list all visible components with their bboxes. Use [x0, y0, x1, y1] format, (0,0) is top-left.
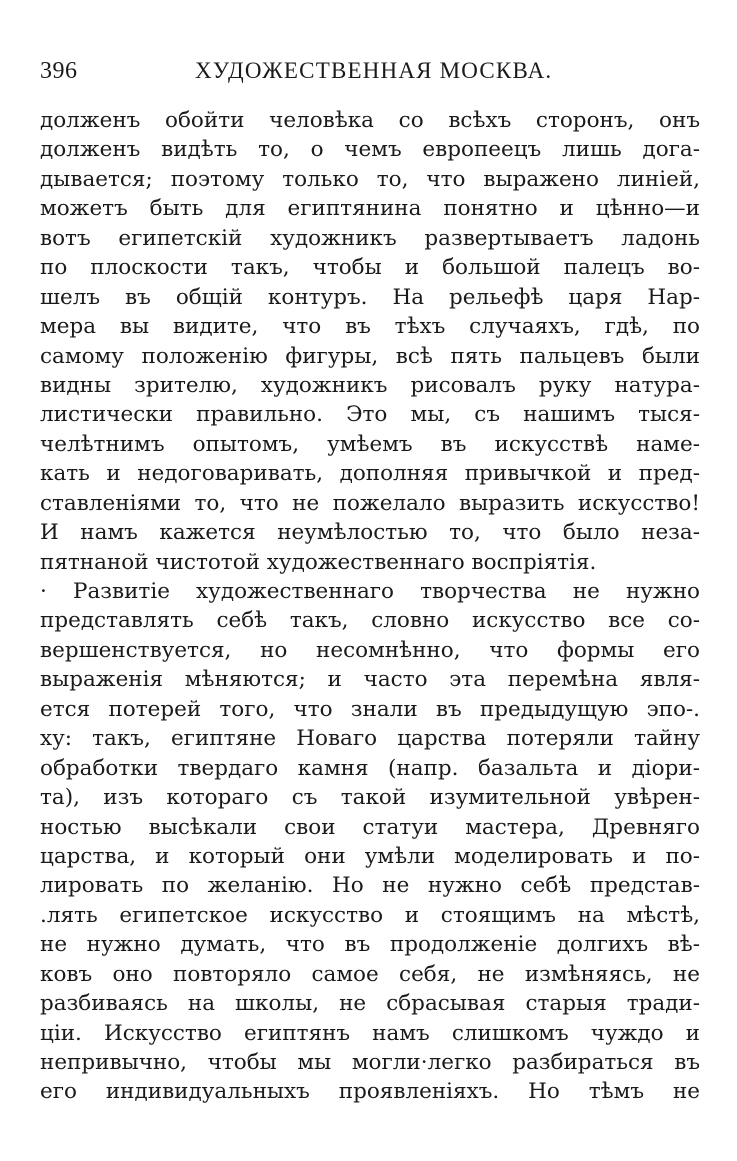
text-line: мера вы видите, что въ тѣхъ случаяхъ, гдѣ, по	[40, 314, 700, 340]
text-line: · Развитіе художественнаго творчества не нужно	[40, 579, 700, 604]
text-line: обработки твердаго камня (напр. базальта и діори-	[40, 755, 700, 781]
text-line: ковъ оно повторяло самое себя, не измѣняясь, не	[40, 961, 700, 987]
text-line: самому положенію фигуры, всѣ пять пальцевъ были	[40, 343, 700, 369]
text-line: лировать по желанію. Но не нужно себѣ представ-	[40, 873, 700, 899]
text-line: царства, и который они умѣли моделировать и по-	[40, 843, 700, 869]
text-line: та), изъ котораго съ такой изумительной увѣрен-	[40, 785, 700, 811]
text-line: пятнаной чистотой художественнаго воспріятія.	[40, 549, 597, 575]
text-line: ется потерей того, что знали въ предыдущую эпо-.	[40, 696, 700, 722]
text-line: ціи. Искусство египтянъ намъ слишкомъ чуждо и	[40, 1020, 700, 1046]
text-line: видны зрителю, художникъ рисовалъ руку натура-	[40, 372, 700, 398]
text-line: шелъ въ общій контуръ. На рельефѣ царя Нар-	[40, 284, 700, 310]
text-line: ху: такъ, египтяне Новаго царства потеряли тайну	[40, 726, 700, 752]
text-line: ставленіями то, что не пожелало выразить искусство!	[40, 490, 700, 516]
text-line: по плоскости такъ, чтобы и большой палецъ во-	[40, 255, 700, 281]
text-line: вотъ египетскій художникъ развертываетъ ладонь	[40, 225, 700, 251]
text-line: его индивидуальныхъ проявленіяхъ. Но тѣмъ не	[40, 1079, 700, 1105]
text-line: выраженія мѣняются; и часто эта перемѣна явля-	[40, 667, 700, 693]
text-line: ностью высѣкали свои статуи мастера, Древняго	[40, 814, 700, 840]
text-line: кать и недоговаривать, дополняя привычкой и пред-	[40, 461, 700, 487]
text-line: челѣтнимъ опытомъ, умѣемъ въ искусствѣ наме-	[40, 431, 700, 457]
text-line: представлять себѣ такъ, словно искусство все со-	[40, 608, 700, 634]
page-header	[40, 58, 695, 88]
text-line: долженъ видѣть то, о чемъ европеецъ лишь дога-	[40, 137, 700, 163]
text-line: разбиваясь на школы, не сбрасывая старыя тради-	[40, 991, 700, 1017]
body-text	[40, 106, 700, 1107]
running-head: ХУДОЖЕСТВЕННАЯ МОСКВА.	[195, 58, 553, 83]
text-line: можетъ быть для египтянина понятно и цѣнно—и	[40, 196, 700, 222]
text-line: И намъ кажется неумѣлостью то, что было неза-	[40, 520, 700, 546]
text-line: листически правильно. Это мы, съ нашимъ тыся-	[40, 402, 700, 428]
text-line: не нужно думать, что въ продолженіе долгихъ вѣ-	[40, 932, 700, 958]
text-line: непривычно, чтобы мы могли·легко разбираться въ	[40, 1050, 700, 1075]
text-line: долженъ обойти человѣка со всѣхъ сторонъ, онъ	[40, 108, 700, 133]
text-line: дывается; поэтому только то, что выражено линіей,	[40, 166, 700, 192]
text-line: вершенствуется, но несомнѣнно, что формы его	[40, 637, 700, 663]
page-number: 396	[40, 58, 78, 84]
text-line: .лять египетское искусство и стоящимъ на мѣстѣ,	[40, 902, 700, 928]
